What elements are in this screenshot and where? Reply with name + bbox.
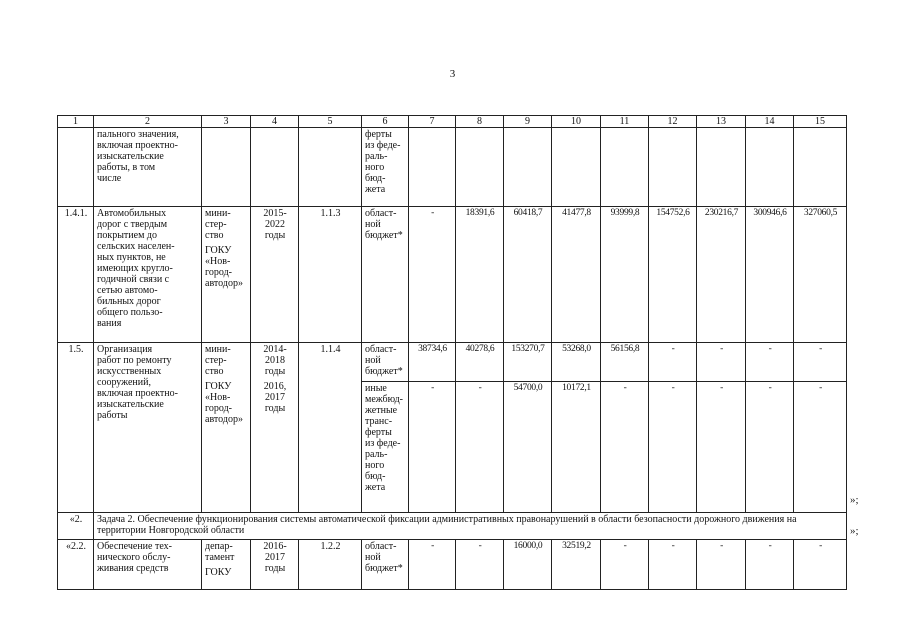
amount-cell: 230216,7 — [697, 207, 746, 343]
amount-cell: - — [649, 343, 697, 382]
amount-cell: 32519,2 — [552, 540, 601, 590]
executor-secondary: ГОКУ «Нов- город- автодор» — [205, 245, 243, 289]
row-number: «2. — [58, 513, 94, 540]
column-number: 15 — [794, 116, 847, 128]
closing-quote-mark: »; — [850, 494, 859, 506]
column-number: 7 — [409, 116, 456, 128]
amount-cell: 327060,5 — [794, 207, 847, 343]
amount-cell: 41477,8 — [552, 207, 601, 343]
amount-cell: 38734,6 — [409, 343, 456, 382]
amount-cell: 18391,6 — [456, 207, 504, 343]
row-number: «2.2. — [58, 540, 94, 590]
target-indicator: 1.2.2 — [299, 540, 362, 590]
program-table — [57, 115, 847, 590]
executor-secondary: ГОКУ — [205, 567, 232, 578]
table-row — [58, 513, 847, 540]
amount-cell: 16000,0 — [504, 540, 552, 590]
amount-cell: 40278,6 — [456, 343, 504, 382]
executor-primary: депар- тамент — [205, 541, 235, 563]
executor — [202, 343, 251, 513]
period-primary: 2014- 2018 годы — [263, 344, 287, 377]
activity-name: пального значения, включая проектно- изыскательские работы, в том числе — [94, 128, 202, 207]
amount-cell: - — [697, 540, 746, 590]
column-number: 13 — [697, 116, 746, 128]
amount-cell: 93999,8 — [601, 207, 649, 343]
funding-source: ферты из феде- раль- ного бюд- жета — [362, 128, 409, 207]
executor-secondary: ГОКУ «Нов- город- автодор» — [205, 381, 243, 425]
period: 2016- 2017 годы — [251, 540, 299, 590]
table-row — [58, 207, 847, 343]
amount-cell: - — [601, 540, 649, 590]
table-row — [58, 540, 847, 590]
funding-source: иные межбюд- жетные транс- ферты из феде- раль- ного бюд- жета — [362, 382, 409, 513]
column-number: 11 — [601, 116, 649, 128]
activity-name: Обеспечение тех- нического обслу- живания средств — [94, 540, 202, 590]
activity-name: Организация работ по ремонту искусственных сооружений, включая проектно- изыскательские работы — [94, 343, 202, 513]
column-number: 2 — [94, 116, 202, 128]
column-number: 6 — [362, 116, 409, 128]
amount-cell: - — [746, 382, 794, 513]
column-number: 3 — [202, 116, 251, 128]
amount-cell: 60418,7 — [504, 207, 552, 343]
amount-cell: - — [456, 540, 504, 590]
amount-cell: 56156,8 — [601, 343, 649, 382]
period — [251, 343, 299, 513]
page-number: 3 — [449, 68, 456, 80]
amount-cell: - — [746, 540, 794, 590]
row-number: 1.4.1. — [58, 207, 94, 343]
amount-cell: 53268,0 — [552, 343, 601, 382]
amount-cell: - — [794, 540, 847, 590]
amount-cell: - — [409, 540, 456, 590]
amount-cell: 154752,6 — [649, 207, 697, 343]
amount-cell: - — [601, 382, 649, 513]
executor-primary: мини- стер- ство — [205, 344, 231, 377]
amount-cell: - — [409, 207, 456, 343]
amount-cell: - — [746, 343, 794, 382]
column-number-row — [58, 116, 847, 128]
column-number: 8 — [456, 116, 504, 128]
amount-cell: 10172,1 — [552, 382, 601, 513]
amount-cell: - — [649, 540, 697, 590]
target-indicator: 1.1.3 — [299, 207, 362, 343]
amount-cell: - — [697, 343, 746, 382]
amount-cell: - — [697, 382, 746, 513]
table-row — [58, 343, 847, 382]
funding-source: област- ной бюджет* — [362, 540, 409, 590]
task-heading: Задача 2. Обеспечение функционирования системы автоматической фиксации административных правонарушений в области безопасности дорожного движения на территории Новгородской области — [94, 513, 847, 540]
executor — [202, 540, 251, 590]
amount-cell: 300946,6 — [746, 207, 794, 343]
column-number: 4 — [251, 116, 299, 128]
executor — [202, 207, 251, 343]
activity-name: Автомобильных дорог с твердым покрытием до сельских населен- ных пунктов, не имеющих кругло- годичной связи с сетью автомо- бильных дорог общего пользо- вания — [94, 207, 202, 343]
amount-cell: 54700,0 — [504, 382, 552, 513]
column-number: 5 — [299, 116, 362, 128]
amount-cell: - — [649, 382, 697, 513]
amount-cell: - — [409, 382, 456, 513]
period: 2015- 2022 годы — [251, 207, 299, 343]
column-number: 9 — [504, 116, 552, 128]
row-number: 1.5. — [58, 343, 94, 513]
funding-source: област- ной бюджет* — [362, 343, 409, 382]
closing-quote-mark: »; — [850, 525, 859, 537]
target-indicator: 1.1.4 — [299, 343, 362, 513]
column-number: 10 — [552, 116, 601, 128]
period-secondary: 2016, 2017 годы — [263, 381, 287, 414]
column-number: 12 — [649, 116, 697, 128]
amount-cell: - — [794, 343, 847, 382]
funding-source: област- ной бюджет* — [362, 207, 409, 343]
column-number: 1 — [58, 116, 94, 128]
amount-cell: - — [456, 382, 504, 513]
executor-primary: мини- стер- ство — [205, 208, 231, 241]
amount-cell: 153270,7 — [504, 343, 552, 382]
amount-cell: - — [794, 382, 847, 513]
column-number: 14 — [746, 116, 794, 128]
table-row — [58, 128, 847, 207]
